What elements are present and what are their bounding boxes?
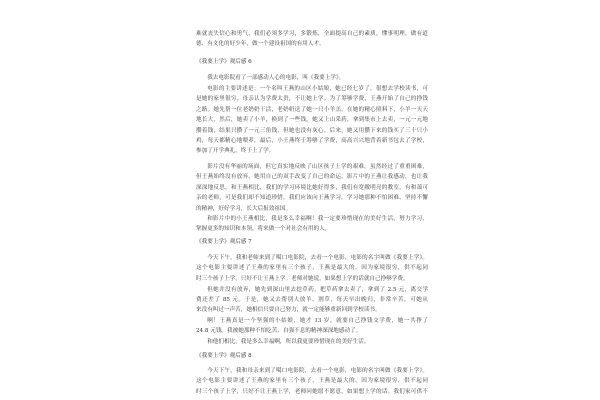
- text-line: 参加了开学典礼，终于上了学。: [196, 148, 275, 155]
- paragraph: [196, 84, 428, 157]
- text-line: 电影的主要讲述是：一个名叫王燕的山区小姑娘，她已经七岁了，很想去学校读书，可: [207, 86, 428, 92]
- text-line: 难就丧失信心和勇气，我们必须多学习，多锻炼，全面提高自己的素质，懂事明理，做有道: [196, 31, 428, 37]
- text-line: 深深地反思。和王燕相比，我们的学习环境比她好得多，我们有宽敞明亮的教室，有和蔼可: [196, 184, 428, 191]
- text-line: 今天下午，我和母亲来到了噶口电影院，去看一个电影，电影的名字叫做《我要上学》。: [207, 368, 428, 374]
- text-line: 亲的老师，可是我们却不知道珍惜。我们应该向王燕学习，学习她那种不怕困难、坚持不懈: [196, 195, 428, 202]
- essay-title: 《我要上学》观后感 8: [196, 353, 252, 359]
- text-line: 攒着钱，结果只攒了一元三角钱，但她也没有灰心。后来，她又用攒下来的钱买了三十只小: [196, 127, 428, 134]
- paragraph: [196, 162, 428, 214]
- text-line: 和影片中的小王燕相比，我是多么幸福啊！我一定要珍惜现在的美好生活，努力学习，: [207, 216, 428, 222]
- text-line: 但她并没有放弃，她先到深山里去挖草药，把草药拿去卖了，拿到了 2.5 元，离交学: [207, 286, 428, 293]
- text-line: 和他们相比，我是多么幸福啊，所以我更要珍惜现在的美好生活。: [207, 338, 370, 345]
- text-line: 掌握更多的知识和本领，将来做一个对社会有用的人。: [196, 226, 331, 233]
- text-line: 今天下午，我和老师来到了噶口电影院，去看一个电影，电影的名字叫做《我要上学》。: [207, 255, 428, 261]
- text-line: 但王燕始终没有放弃，她用自己的双手改变了自己的命运。影片中的王燕让我感动，也让我: [196, 174, 428, 181]
- paragraph: [196, 253, 428, 284]
- paragraph: [196, 285, 428, 316]
- text-line: 鸡，每天都精心地喂养，最后，小王燕终于筹够了学费，高高兴兴地背着新书包去了学校，: [196, 137, 428, 144]
- text-line: 时三个孩子上学，只好不让王燕上学。老师对她说，如果想上学的话就自己挣够学费。: [196, 275, 409, 282]
- essay-title: 《我要上学》观后感 7: [196, 239, 252, 245]
- text-line: 我去电影院看了一部感动人心的电影，叫《我要上学》。: [207, 75, 345, 81]
- essay-title: 《我要上学》观后感 6: [196, 59, 252, 65]
- text-line: 影片没有华丽的场面，但它真实地反映了山区孩子上学的艰难。虽然经过了重重困难，: [207, 164, 428, 170]
- text-line: 的精神，好好学习，长大后报效祖国。: [196, 205, 292, 212]
- text-line: 是她的家里很穷，母亲认为学费太贵，不让她上学。为了筹够学费，王燕开始了自己的挣钱: [196, 96, 428, 103]
- paragraph: [196, 29, 428, 50]
- text-line: 德、有文化的好少年，做一个建设祖国的有用人才。: [196, 41, 325, 48]
- text-line: 之路。她先帮一位老奶奶干活，老奶奶送了她一只小羊羔，在她的精心照料下，小羊一天天: [196, 106, 428, 113]
- text-line: 地长大，然后，她卖了小羊，换到了一些钱。她又上山采药，拿到集市上去卖，一元一元地: [196, 117, 428, 124]
- text-line: 啊！王燕真是一个坚强的小姑娘，她才 13 岁，就要自己挣钱交学费，她一共挣了: [207, 317, 428, 324]
- paragraph: [196, 73, 428, 83]
- paragraph: [196, 366, 428, 397]
- paragraph: [196, 214, 428, 235]
- text-line: 24.8 元钱。我被她那种不怕吃苦、自强不息的精神深深地感动了。: [196, 328, 362, 335]
- text-line: 费还差了 85 元。于是，她又去帮别人放羊、割草，每天早出晚归，非常辛苦，可她从: [196, 296, 428, 303]
- text-line: 时三个孩子上学，只好不让王燕上学，老师问她愿不愿意，如果想上学的话。我们家可供不: [196, 388, 428, 395]
- text-line: 这个电影主要讲述了王燕的家里有三个孩子，王燕是最大的，因为家境很穷，供不起同: [196, 378, 428, 385]
- text-line: 来没有叫过一声苦，她相信只要自己努力，就一定能够重新回到学校读书。: [196, 307, 381, 314]
- paragraph: [196, 316, 428, 337]
- text-line: 这个电影主要讲述了王燕的家里有三个孩子，王燕是最大的，因为家境很穷，供不起同: [196, 265, 428, 272]
- paragraph: [196, 337, 428, 347]
